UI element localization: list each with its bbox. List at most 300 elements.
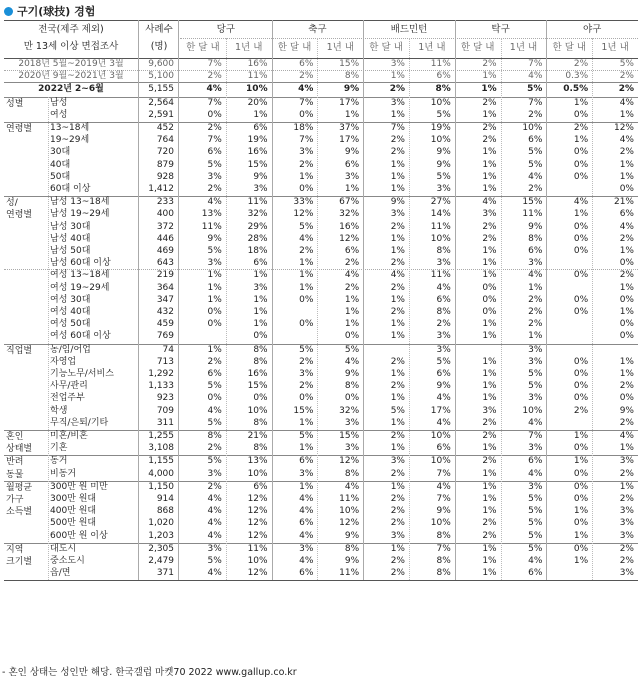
value-cell: 2%: [619, 270, 634, 281]
cases-cell: 233: [156, 197, 174, 208]
value-cell: 33%: [293, 197, 314, 208]
value-cell: 1%: [619, 481, 634, 492]
row-label: 중소도시: [50, 556, 85, 566]
column-divider: [501, 38, 502, 580]
value-cell: 0%: [573, 246, 589, 256]
group-label: 소득별: [6, 507, 33, 518]
cases-cell: 372: [156, 221, 174, 232]
group-label: 크기별: [6, 557, 33, 567]
value-cell: 2%: [207, 71, 222, 82]
value-cell: 4%: [482, 197, 497, 208]
value-cell: 20%: [247, 97, 268, 108]
value-cell: 0%: [573, 233, 589, 244]
value-cell: 6%: [299, 59, 314, 69]
row-label: 여성: [50, 109, 68, 120]
value-cell: 0%: [573, 171, 589, 182]
value-cell: 4%: [299, 494, 314, 504]
value-cell: 1%: [619, 171, 634, 182]
value-cell: 0%: [573, 356, 589, 367]
group-label: 지역: [6, 544, 24, 555]
value-cell: 11%: [339, 494, 360, 504]
value-cell: 2%: [573, 123, 589, 133]
column-divider: [272, 20, 273, 580]
value-cell: 8%: [344, 381, 360, 392]
cases-cell: 764: [156, 135, 174, 146]
row-label: 400만 원대: [50, 506, 97, 517]
value-cell: 2%: [619, 494, 634, 504]
value-cell: 2%: [344, 282, 360, 293]
value-cell: 0%: [207, 319, 222, 330]
row-label: 남성 30대: [50, 221, 91, 232]
value-cell: 10%: [430, 135, 451, 146]
group-label: 반려: [6, 457, 24, 468]
row-label: 학생: [50, 405, 68, 416]
value-cell: 3%: [436, 184, 451, 194]
value-cell: 0%: [573, 481, 589, 492]
value-cell: 1%: [390, 159, 405, 170]
value-cell: 4%: [619, 431, 634, 441]
value-cell: 4%: [528, 71, 543, 82]
value-cell: 0%: [207, 307, 222, 317]
value-cell: 1%: [253, 109, 268, 120]
value-cell: 19%: [247, 135, 268, 146]
value-cell: 1%: [390, 331, 405, 342]
value-cell: [180, 330, 222, 342]
value-cell: 2%: [619, 468, 634, 479]
total-label: 2022년 2~6월: [38, 84, 104, 95]
value-cell: 17%: [430, 405, 451, 416]
column-divider: [455, 20, 456, 580]
column-divider: [546, 20, 547, 580]
value-cell: 2%: [482, 417, 497, 428]
row-label: 무직/은퇴/기타: [50, 417, 109, 428]
cases-cell: 923: [156, 393, 174, 404]
value-cell: 3%: [207, 171, 222, 182]
value-cell: 6%: [299, 518, 314, 529]
value-cell: 3%: [619, 456, 634, 467]
value-cell: 29%: [247, 221, 268, 232]
value-cell: 1%: [207, 294, 222, 305]
value-cell: 17%: [339, 135, 360, 146]
row-label: 13~18세: [50, 123, 90, 133]
value-cell: 9%: [344, 556, 360, 566]
value-cell: 8%: [344, 543, 360, 554]
value-cell: 6%: [253, 481, 268, 492]
value-cell: 3%: [528, 344, 543, 355]
value-cell: 4%: [344, 481, 360, 492]
value-cell: 10%: [522, 405, 543, 416]
value-cell: 1%: [528, 331, 543, 342]
value-cell: 2%: [482, 530, 497, 541]
value-cell: 1%: [390, 417, 405, 428]
value-cell: 0%: [299, 184, 314, 194]
value-cell: 5%: [344, 344, 360, 355]
value-cell: [546, 282, 588, 294]
value-cell: 3%: [390, 59, 405, 69]
value-cell: 6%: [344, 159, 360, 170]
value-cell: [272, 330, 314, 342]
value-cell: 10%: [339, 506, 360, 517]
row-label: 전업주부: [50, 393, 85, 404]
value-cell: 6%: [299, 568, 314, 579]
value-cell: 3%: [344, 443, 360, 454]
value-cell: 1%: [390, 171, 405, 182]
value-cell: 1%: [390, 481, 405, 492]
value-cell: 17%: [339, 97, 360, 108]
value-cell: 2%: [390, 282, 405, 293]
value-cell: 2%: [299, 246, 314, 256]
cases-cell: 364: [156, 282, 174, 293]
value-cell: 1%: [619, 443, 634, 454]
value-cell: 10%: [247, 468, 268, 479]
value-cell: 1%: [390, 393, 405, 404]
value-cell: 8%: [344, 468, 360, 479]
cases-cell: 1,155: [148, 456, 174, 467]
value-cell: 0%: [299, 109, 314, 120]
value-cell: 2%: [207, 481, 222, 492]
value-cell: 6%: [528, 135, 543, 146]
value-cell: 9%: [343, 84, 360, 95]
value-cell: 9%: [344, 369, 360, 379]
row-label: 남성 19~29세: [50, 209, 110, 220]
value-cell: 5%: [436, 171, 451, 182]
value-cell: 3%: [619, 530, 634, 541]
value-cell: 3%: [299, 468, 314, 479]
sport-header: 야구: [583, 24, 602, 35]
value-cell: 5%: [528, 159, 543, 170]
value-cell: 1%: [207, 344, 222, 355]
value-cell: 11%: [247, 197, 268, 208]
value-cell: 0%: [619, 294, 634, 305]
value-cell: 4%: [619, 97, 634, 108]
row-divider: [4, 580, 638, 581]
value-cell: 10%: [430, 518, 451, 529]
cases-cell: 1,255: [148, 431, 174, 441]
group-label: 직업별: [6, 345, 33, 356]
row-label: 자영업: [50, 356, 77, 367]
value-cell: 0%: [619, 319, 634, 330]
value-cell: 1%: [390, 443, 405, 454]
row-label: 읍/면: [50, 568, 71, 579]
value-cell: 4%: [528, 556, 543, 566]
value-cell: 2%: [390, 135, 405, 146]
value-cell: 1%: [207, 282, 222, 293]
value-cell: 5%: [299, 431, 314, 441]
value-cell: 1%: [482, 356, 497, 367]
value-cell: 5%: [528, 147, 543, 158]
value-cell: 0%: [299, 294, 314, 305]
row-label: 여성 13~18세: [50, 270, 110, 281]
value-cell: 2%: [528, 294, 543, 305]
value-cell: 0%: [344, 331, 360, 342]
row-label: 동거: [50, 456, 68, 467]
cases-cell: 371: [156, 568, 174, 579]
cases-header: 사례수: [145, 24, 173, 35]
value-cell: 4%: [344, 356, 360, 367]
value-cell: 0%: [482, 307, 497, 317]
value-cell: 3%: [207, 543, 222, 554]
footnote: - 혼인 상태는 성인만 해당. 한국갤럽 마켓70 2022 www.gallup.co.kr: [2, 667, 297, 678]
value-cell: 2%: [389, 84, 405, 95]
value-cell: 1%: [299, 258, 314, 269]
value-cell: 1%: [207, 270, 222, 281]
value-cell: 3%: [619, 518, 634, 529]
value-cell: 13%: [201, 209, 222, 220]
sub-header-year: 1년 내: [601, 42, 629, 53]
cases-cell: 713: [156, 356, 174, 367]
value-cell: 1%: [390, 369, 405, 379]
cases-cell: 914: [156, 494, 174, 504]
value-cell: 9%: [436, 506, 451, 517]
value-cell: 5%: [207, 381, 222, 392]
value-cell: 6%: [253, 123, 268, 133]
value-cell: 1%: [482, 568, 497, 579]
value-cell: 7%: [390, 123, 405, 133]
value-cell: 2%: [482, 221, 497, 232]
value-cell: 15%: [247, 159, 268, 170]
value-cell: 4%: [573, 197, 589, 208]
value-cell: 4%: [528, 468, 543, 479]
value-cell: 9%: [344, 147, 360, 158]
value-cell: 1%: [390, 233, 405, 244]
value-cell: 0%: [573, 393, 589, 404]
value-cell: 12%: [247, 494, 268, 504]
value-cell: 1%: [253, 270, 268, 281]
value-cell: 5%: [528, 381, 543, 392]
value-cell: 11%: [430, 270, 451, 281]
value-cell: 1%: [573, 209, 589, 220]
value-cell: 2%: [390, 518, 405, 529]
sport-header: 당구: [216, 24, 235, 35]
value-cell: 11%: [522, 209, 543, 220]
value-cell: 2%: [482, 123, 497, 133]
value-cell: 4%: [207, 530, 222, 541]
cases-cell: 643: [156, 258, 174, 269]
value-cell: 4%: [207, 405, 222, 416]
row-label: 남성: [50, 97, 68, 108]
value-cell: 3%: [528, 443, 543, 454]
value-cell: 0%: [299, 393, 314, 404]
value-cell: 2%: [207, 443, 222, 454]
value-cell: 8%: [344, 71, 360, 82]
value-cell: 1%: [482, 246, 497, 256]
cases-cell: 74: [162, 344, 174, 355]
value-cell: 0.3%: [565, 71, 589, 82]
cases-cell: 2,305: [148, 543, 174, 554]
cases-cell: 311: [156, 417, 174, 428]
value-cell: 1%: [619, 369, 634, 379]
value-cell: 21%: [613, 197, 634, 208]
value-cell: 1%: [573, 97, 589, 108]
sport-header: 배드민턴: [390, 24, 428, 35]
value-cell: 1%: [344, 294, 360, 305]
cases-cell: 432: [156, 307, 174, 317]
sub-header-month: 한 달 내: [277, 42, 312, 53]
value-cell: 9%: [436, 147, 451, 158]
value-cell: 5%: [528, 543, 543, 554]
value-cell: 9%: [344, 530, 360, 541]
row-label: 50대: [50, 171, 71, 182]
value-cell: 0%: [573, 443, 589, 454]
row-label: 600만 원 이상: [50, 530, 108, 541]
value-cell: 2%: [299, 71, 314, 82]
value-cell: 1%: [344, 184, 360, 194]
value-cell: 10%: [522, 123, 543, 133]
value-cell: 1%: [481, 84, 497, 95]
row-label: 60대 이상: [50, 184, 91, 194]
value-cell: 3%: [390, 530, 405, 541]
value-cell: 2%: [573, 405, 589, 416]
value-cell: 7%: [207, 135, 222, 146]
value-cell: 13%: [247, 456, 268, 467]
value-cell: 1%: [482, 331, 497, 342]
value-cell: 10%: [247, 556, 268, 566]
value-cell: 4%: [207, 197, 222, 208]
value-cell: 1%: [619, 307, 634, 317]
value-cell: 6%: [619, 209, 634, 220]
value-cell: 1%: [344, 307, 360, 317]
value-cell: 12%: [247, 568, 268, 579]
value-cell: 8%: [436, 246, 451, 256]
value-cell: 6%: [436, 294, 451, 305]
value-cell: 9%: [390, 197, 405, 208]
value-cell: 1%: [299, 417, 314, 428]
value-cell: 0%: [299, 319, 314, 330]
value-cell: 15%: [339, 59, 360, 69]
group-label: 가구: [6, 495, 24, 505]
value-cell: 4%: [619, 221, 634, 232]
value-cell: 1%: [573, 530, 589, 541]
value-cell: 3%: [344, 171, 360, 182]
value-cell: 5%: [207, 159, 222, 170]
value-cell: 4%: [207, 506, 222, 517]
value-cell: 9%: [436, 159, 451, 170]
page-title: [4, 3, 95, 19]
value-cell: [546, 330, 588, 342]
value-cell: 1%: [344, 109, 360, 120]
value-cell: 1%: [253, 294, 268, 305]
value-cell: 14%: [430, 209, 451, 220]
value-cell: 12%: [247, 530, 268, 541]
value-cell: 7%: [207, 97, 222, 108]
cases-cell: 9,600: [148, 59, 174, 69]
cases-cell: 4,000: [148, 468, 174, 479]
value-cell: 18%: [293, 123, 314, 133]
value-cell: 27%: [430, 197, 451, 208]
value-cell: 3%: [528, 481, 543, 492]
value-cell: 4%: [436, 282, 451, 293]
value-cell: 15%: [293, 405, 314, 416]
value-cell: 1%: [390, 246, 405, 256]
row-label: 여성 30대: [50, 294, 91, 305]
value-cell: 0%: [573, 543, 589, 554]
row-label: 농/임/어업: [50, 344, 91, 355]
cases-cell: 868: [156, 506, 174, 517]
value-cell: [546, 183, 588, 195]
value-cell: 2%: [390, 147, 405, 158]
value-cell: 12%: [339, 518, 360, 529]
value-cell: 15%: [339, 431, 360, 441]
value-cell: 1%: [482, 369, 497, 379]
value-cell: 0%: [573, 159, 589, 170]
value-cell: 2%: [528, 307, 543, 317]
value-cell: 1%: [482, 109, 497, 120]
value-cell: 5%: [207, 456, 222, 467]
value-cell: 0%: [573, 147, 589, 158]
value-cell: 2%: [618, 84, 634, 95]
value-cell: [363, 344, 405, 356]
column-divider: [592, 38, 593, 580]
value-cell: 5%: [528, 530, 543, 541]
value-cell: 6%: [344, 246, 360, 256]
population-header: 전국(제주 제외): [38, 24, 104, 35]
sub-header-year: 1년 내: [326, 42, 354, 53]
value-cell: 1%: [573, 556, 589, 566]
sub-header-month: 한 달 내: [460, 42, 495, 53]
row-label: 남성 60대 이상: [50, 258, 111, 269]
cases-cell: 5,155: [148, 84, 174, 95]
value-cell: 1%: [482, 494, 497, 504]
value-cell: 11%: [247, 543, 268, 554]
value-cell: 18%: [247, 246, 268, 256]
value-cell: 3%: [390, 456, 405, 467]
value-cell: 5%: [528, 494, 543, 504]
value-cell: 2%: [482, 59, 497, 69]
value-cell: 1%: [390, 294, 405, 305]
cases-cell: 219: [156, 270, 174, 281]
value-cell: 2%: [619, 233, 634, 244]
value-cell: 6%: [436, 71, 451, 82]
value-cell: 15%: [247, 381, 268, 392]
value-cell: 10%: [430, 97, 451, 108]
column-divider: [48, 97, 49, 581]
group-label: 상태별: [6, 444, 33, 455]
value-cell: 1%: [573, 456, 589, 467]
value-cell: 12%: [293, 209, 314, 220]
row-label: 미혼/비혼: [50, 431, 88, 441]
value-cell: 4%: [298, 84, 314, 95]
value-cell: 12%: [247, 506, 268, 517]
value-cell: 10%: [430, 456, 451, 467]
cases-cell: 2,479: [148, 556, 174, 566]
value-cell: 8%: [435, 84, 451, 95]
value-cell: 3%: [390, 97, 405, 108]
group-label: 연령별: [6, 124, 33, 134]
value-cell: 3%: [253, 282, 268, 293]
value-cell: 1%: [482, 171, 497, 182]
value-cell: 2%: [207, 123, 222, 133]
row-label: 비동거: [50, 468, 77, 479]
value-cell: 11%: [201, 221, 222, 232]
row-label: 여성 50대: [50, 319, 91, 330]
value-cell: 1%: [619, 246, 634, 256]
value-cell: 32%: [247, 209, 268, 220]
row-label: 남성 13~18세: [50, 197, 110, 208]
value-cell: 5%: [619, 59, 634, 69]
value-cell: 3%: [528, 393, 543, 404]
value-cell: 7%: [528, 431, 543, 441]
value-cell: 10%: [430, 431, 451, 441]
value-cell: 1%: [482, 481, 497, 492]
value-cell: 4%: [619, 135, 634, 146]
value-cell: 3%: [619, 568, 634, 579]
bullet-icon: [4, 7, 13, 16]
cases-cell: 446: [156, 233, 174, 244]
value-cell: 6%: [207, 147, 222, 158]
value-cell: 5%: [436, 356, 451, 367]
cases-cell: 1,150: [148, 481, 174, 492]
value-cell: 2%: [390, 556, 405, 566]
